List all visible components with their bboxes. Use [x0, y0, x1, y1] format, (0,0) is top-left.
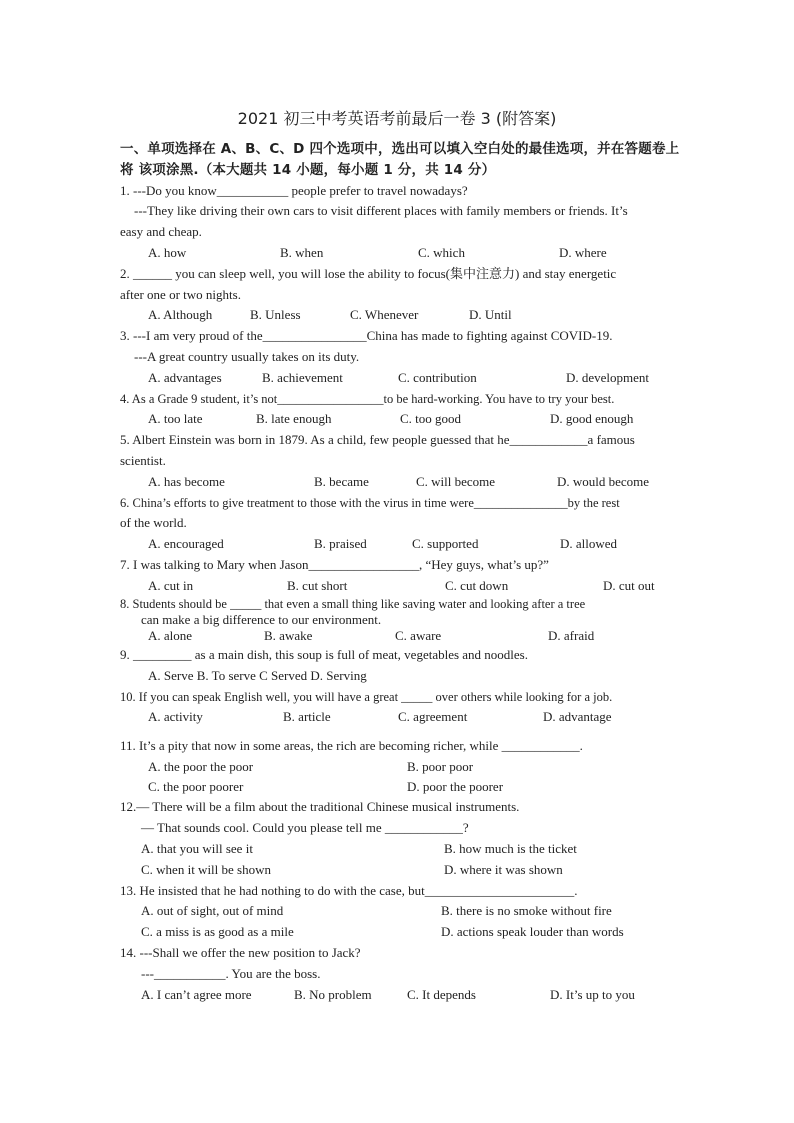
question-11-option-a: A. the poor the poor — [148, 759, 254, 774]
question-13-option-c: C. a miss is as good as a mile — [141, 924, 294, 939]
question-3-stem: 3. ---I am very proud of the________________China has made to fighting against COVID-19. — [120, 328, 613, 343]
question-14-line-2: ---___________. You are the boss. — [141, 966, 321, 981]
question-3-line-2: ---A great country usually takes on its duty. — [134, 349, 360, 364]
question-8-line-2: can make a big difference to our environment. — [141, 612, 382, 627]
question-2-option-d: D. Until — [469, 307, 512, 322]
question-14-option-a: A. I can’t agree more — [141, 987, 252, 1002]
question-7-option-b: B. cut short — [287, 578, 348, 593]
question-12-option-a: A. that you will see it — [141, 841, 253, 856]
question-6-option-a: A. encouraged — [148, 536, 224, 551]
question-9-options: A. Serve B. To serve C Served D. Serving — [148, 668, 367, 683]
question-2-option-a: A. Although — [148, 307, 213, 322]
question-1-option-b: B. when — [280, 245, 324, 260]
question-4-option-d: D. good enough — [550, 411, 634, 426]
question-13-option-d: D. actions speak louder than words — [441, 924, 624, 939]
question-14-option-d: D. It’s up to you — [550, 987, 635, 1002]
question-3-option-c: C. contribution — [398, 370, 477, 385]
question-6-line-2: of the world. — [120, 515, 187, 530]
question-13-stem: 13. He insisted that he had nothing to do with the case, but_______________________. — [120, 883, 578, 898]
question-2-option-c: C. Whenever — [350, 307, 419, 322]
question-4-option-b: B. late enough — [256, 411, 332, 426]
question-2-line-2: after one or two nights. — [120, 287, 241, 302]
question-8-option-b: B. awake — [264, 628, 313, 643]
question-12-option-d: D. where it was shown — [444, 862, 563, 877]
question-12-option-c: C. when it will be shown — [141, 862, 271, 877]
question-11-stem: 11. It’s a pity that now in some areas, the rich are becoming richer, while ____________. — [120, 738, 583, 753]
question-6-option-b: B. praised — [314, 536, 367, 551]
question-3-option-d: D. development — [566, 370, 650, 385]
question-12-line-2: — That sounds cool. Could you please tell me ____________? — [141, 820, 469, 835]
question-1-option-a: A. how — [148, 245, 187, 260]
question-10-option-d: D. advantage — [543, 709, 612, 724]
question-1-stem: 1. ---Do you know___________ people prefer to travel nowadays? — [120, 183, 468, 198]
question-7-stem: 7. I was talking to Mary when Jason_________________, “Hey guys, what’s up?” — [120, 557, 549, 572]
question-4-option-a: A. too late — [148, 411, 203, 426]
question-10-option-b: B. article — [283, 709, 331, 724]
question-1-option-d: D. where — [559, 245, 607, 260]
question-14-option-b: B. No problem — [294, 987, 372, 1002]
question-8-option-a: A. alone — [148, 628, 193, 643]
question-1-option-c: C. which — [418, 245, 465, 260]
question-14-option-c: C. It depends — [407, 987, 476, 1002]
question-8-stem: 8. Students should be _____ that even a small thing like saving water and looking after a tree — [120, 597, 586, 611]
question-3-option-a: A. advantages — [148, 370, 222, 385]
question-14-stem: 14. ---Shall we offer the new position to Jack? — [120, 945, 361, 960]
question-3-option-b: B. achievement — [262, 370, 343, 385]
question-4-stem: 4. As a Grade 9 student, it’s not_________________to be hard-working. You have to try your best. — [120, 392, 615, 406]
question-1-line-3: easy and cheap. — [120, 224, 202, 239]
question-11-option-b: B. poor poor — [407, 759, 474, 774]
question-13-option-b: B. there is no smoke without fire — [441, 903, 612, 918]
question-11-option-c: C. the poor poorer — [148, 779, 244, 794]
question-7-option-a: A. cut in — [148, 578, 194, 593]
question-2-stem: 2. ______ you can sleep well, you will lose the ability to focus(集中注意力) and stay energetic — [120, 266, 617, 281]
question-6-stem: 6. China’s efforts to give treatment to those with the virus in time were_______________by the rest — [120, 496, 620, 510]
question-1-line-2: ---They like driving their own cars to visit different places with family members or friends. It’s — [134, 203, 628, 218]
question-5-stem: 5. Albert Einstein was born in 1879. As a child, few people guessed that he____________a famous — [120, 432, 635, 447]
question-2-option-b: B. Unless — [250, 307, 301, 322]
question-11-option-d: D. poor the poorer — [407, 779, 504, 794]
question-13-option-a: A. out of sight, out of mind — [141, 903, 284, 918]
exam-title: 2021 初三中考英语考前最后一卷 3 (附答案) — [237, 109, 557, 128]
question-9-stem: 9. _________ as a main dish, this soup is full of meat, vegetables and noodles. — [120, 647, 528, 662]
question-6-option-d: D. allowed — [560, 536, 618, 551]
question-10-stem: 10. If you can speak English well, you will have a great _____ over others while looking for a job. — [120, 690, 613, 704]
question-7-option-d: D. cut out — [603, 578, 655, 593]
question-5-option-c: C. will become — [416, 474, 496, 489]
question-4-option-c: C. too good — [400, 411, 462, 426]
section-instructions: 一、单项选择在 A、B、C、D 四个选项中，选出可以填入空白处的最佳选项，并在答题卷上将 该项涂黑.（本大题共 14 小题，每小题 1 分，共 14 分） — [120, 141, 680, 178]
question-10-option-c: C. agreement — [398, 709, 468, 724]
question-5-option-d: D. would become — [557, 474, 650, 489]
question-7-option-c: C. cut down — [445, 578, 509, 593]
question-5-option-b: B. became — [314, 474, 369, 489]
question-8-option-c: C. aware — [395, 628, 442, 643]
question-8-option-d: D. afraid — [548, 628, 595, 643]
question-5-line-2: scientist. — [120, 453, 166, 468]
question-10-option-a: A. activity — [148, 709, 203, 724]
question-12-option-b: B. how much is the ticket — [444, 841, 577, 856]
question-5-option-a: A. has become — [148, 474, 225, 489]
question-6-option-c: C. supported — [412, 536, 479, 551]
question-12-stem: 12.— There will be a film about the traditional Chinese musical instruments. — [120, 799, 520, 814]
